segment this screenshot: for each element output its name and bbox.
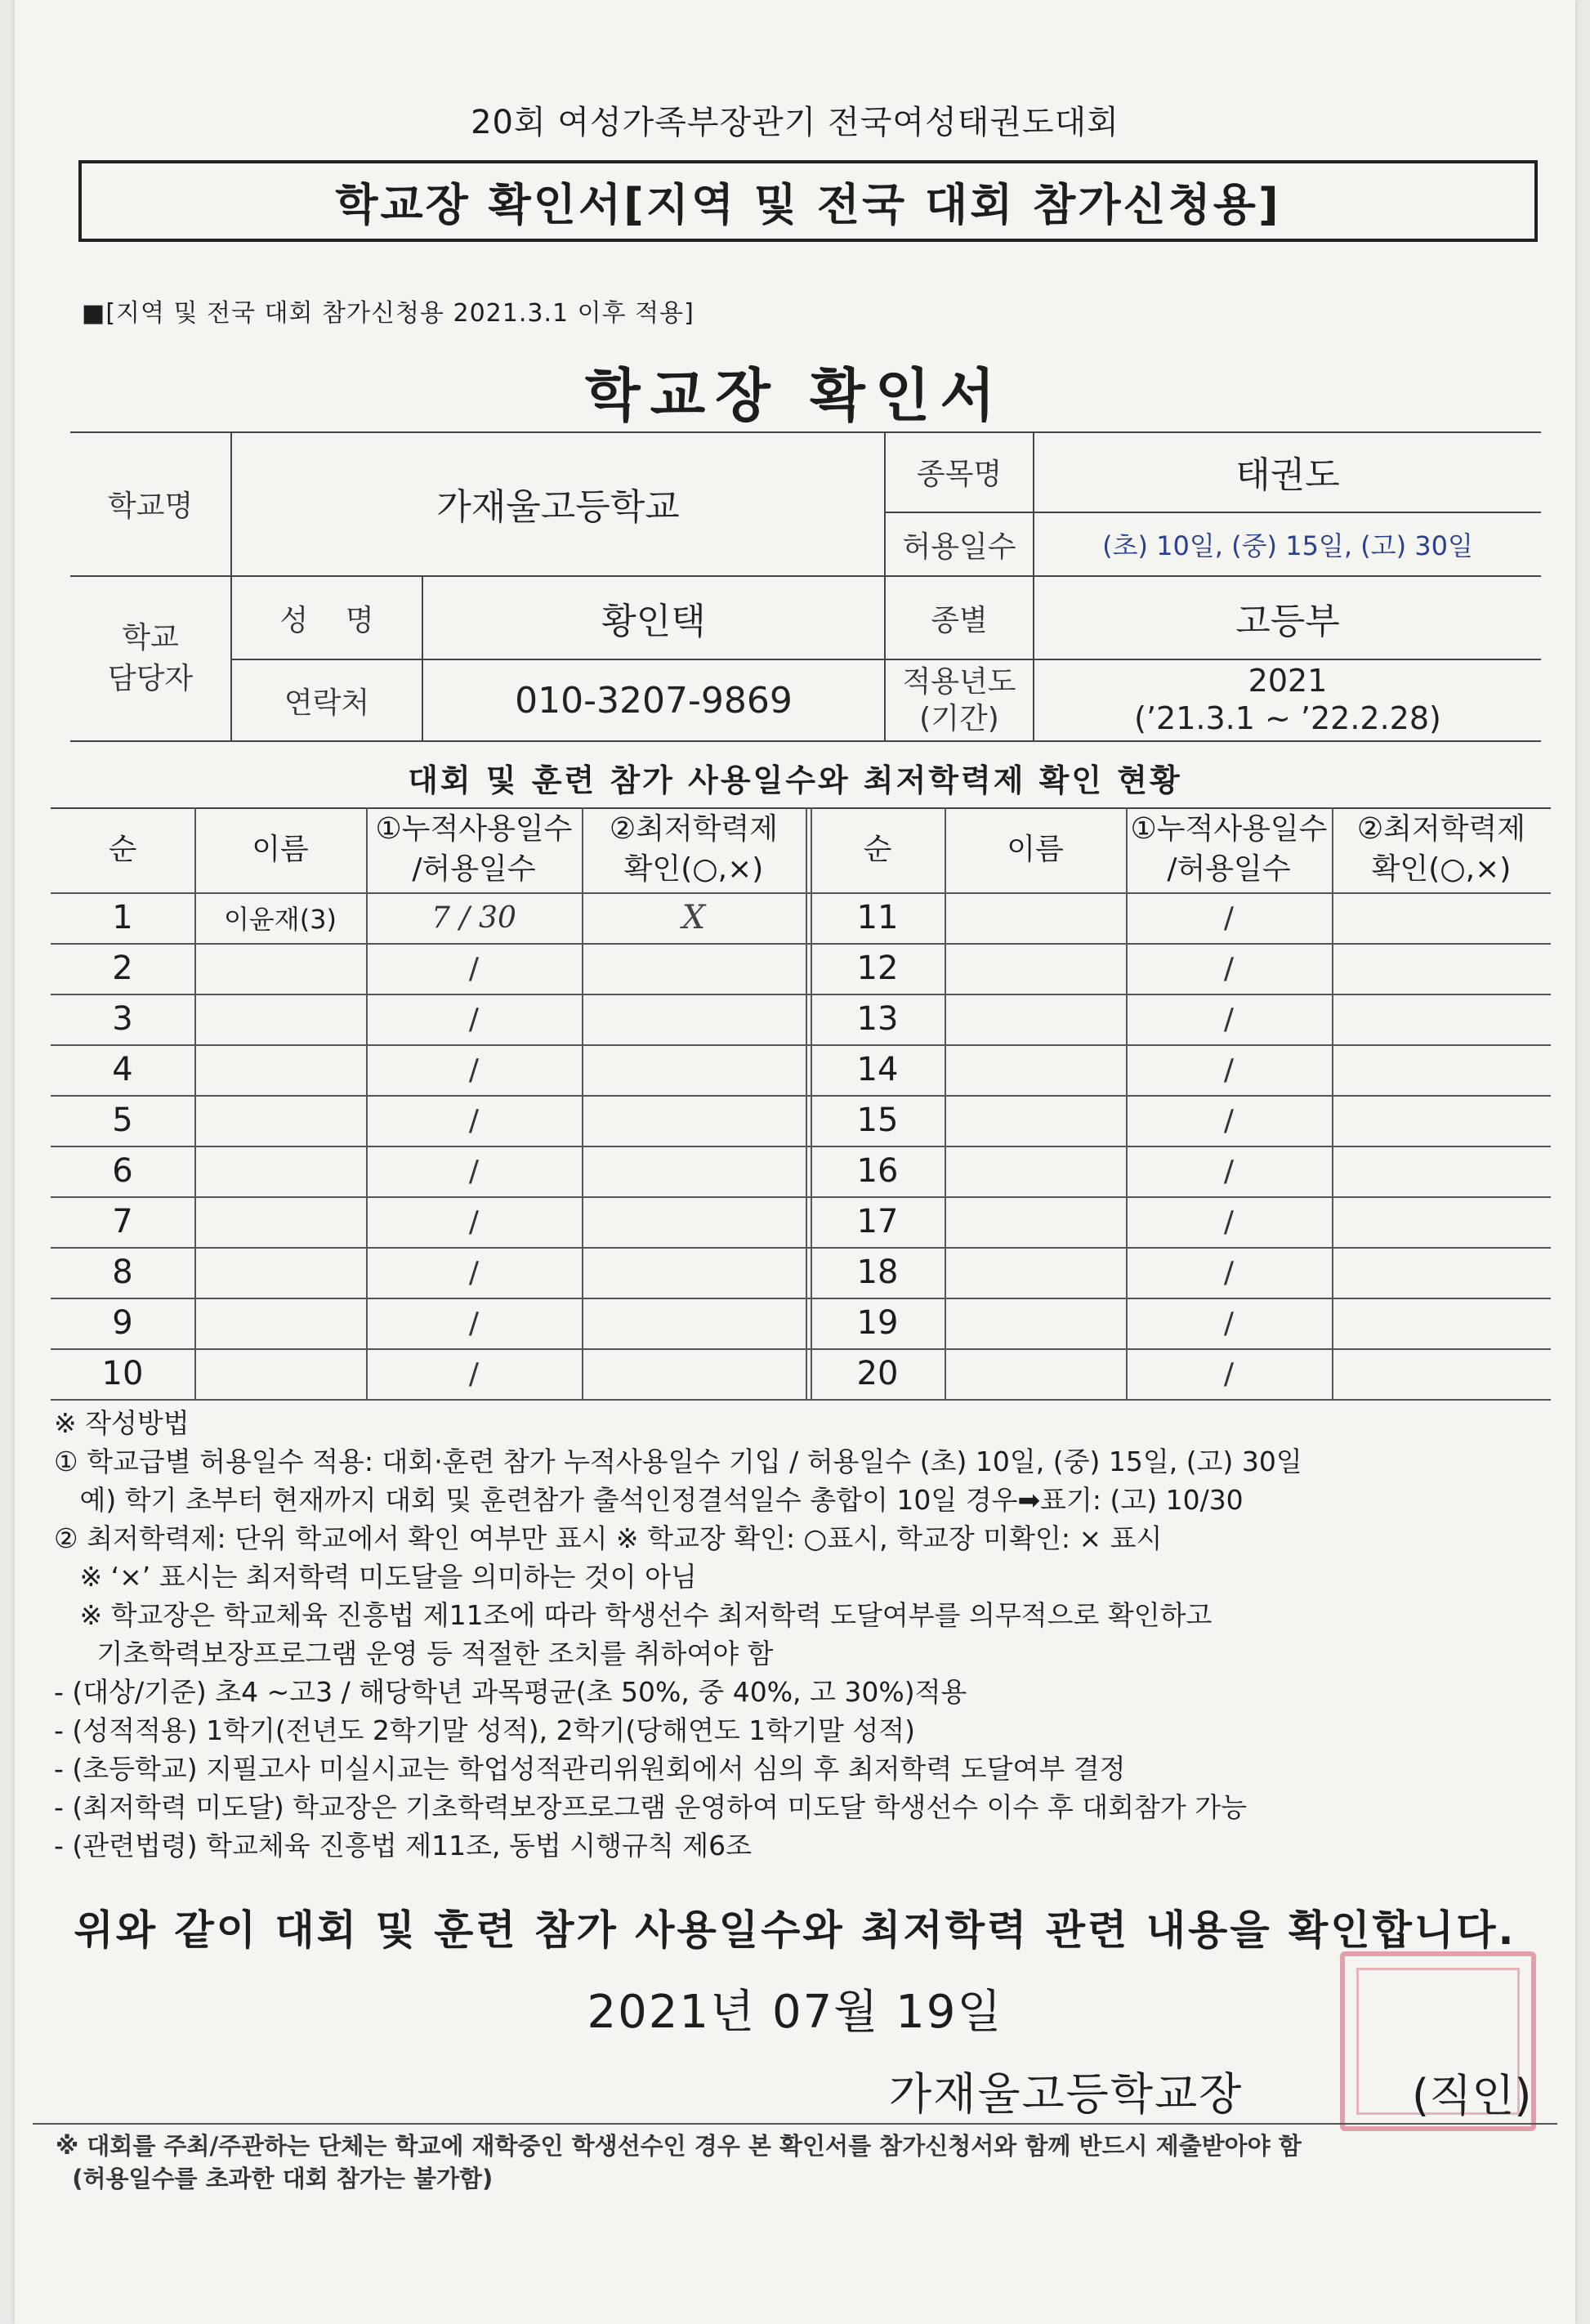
row-8-check — [582, 1247, 806, 1298]
header-check-right — [1332, 807, 1551, 892]
row-10-days: / — [468, 1356, 480, 1391]
school-info-table — [70, 431, 1541, 742]
row-14-name — [945, 1044, 1126, 1095]
applicable-year-label-line1: 적용년도 — [902, 665, 1016, 699]
row-20-days: / — [1223, 1356, 1235, 1391]
header-check-left-line1: ②최저학력제 — [609, 812, 779, 847]
row-5-name — [194, 1095, 366, 1146]
row-10-name — [194, 1348, 366, 1399]
row-20-check — [1332, 1348, 1551, 1399]
event-name-label: 종목명 — [916, 457, 1003, 491]
header-no-right: 순 — [863, 832, 892, 866]
instruction-line: - (대상/기준) 초4 ~고3 / 해당학년 과목평균(초 50%, 중 40%, 고 30%)적용 — [54, 1676, 967, 1708]
instruction-line: - (초등학교) 지필고사 미실시교는 학업성적관리위원회에서 심의 후 최저학력 도달여부 결정 — [54, 1753, 1126, 1785]
row-2-no: 2 — [112, 950, 133, 987]
row-18-days: / — [1223, 1255, 1235, 1289]
row-5-check — [582, 1095, 806, 1146]
row-16-days: / — [1223, 1154, 1235, 1188]
row-20-name — [945, 1348, 1126, 1399]
row-2-days: / — [468, 951, 480, 985]
instructions-heading: ※ 작성방법 — [54, 1407, 190, 1439]
row-6-check — [582, 1146, 806, 1196]
row-3-no: 3 — [112, 1000, 133, 1038]
row-15-no: 15 — [856, 1102, 899, 1139]
row-8-days: / — [468, 1255, 480, 1289]
division-value: 고등부 — [1235, 601, 1340, 642]
instruction-line: - (최저학력 미도달) 학교장은 기초학력보장프로그램 운영하여 미도달 학생선수 이수 후 대회참가 가능 — [54, 1791, 1248, 1823]
row-19-name — [945, 1298, 1126, 1348]
row-3-check — [582, 994, 806, 1044]
row-13-check — [1332, 994, 1551, 1044]
row-12-name — [945, 943, 1126, 994]
row-5-days: / — [468, 1103, 480, 1137]
applicable-year-label — [886, 660, 1033, 740]
row-4-name — [194, 1044, 366, 1095]
row-8-no: 8 — [112, 1254, 133, 1291]
instruction-line: - (성적적용) 1학기(전년도 2학기말 성적), 2학기(당해연도 1학기말 성적) — [54, 1714, 916, 1746]
row-1-days: 7 / 30 — [431, 901, 516, 935]
row-7-days: / — [468, 1204, 480, 1239]
row-4-check — [582, 1044, 806, 1095]
allowed-days-label: 허용일수 — [902, 530, 1016, 564]
instruction-line: 예) 학기 초부터 현재까지 대회 및 훈련참가 출석인정결석일수 총합이 10일 경우➡표기: (고) 10/30 — [54, 1484, 1244, 1516]
row-4-no: 4 — [112, 1051, 133, 1088]
header-days-right-line1: ①누적사용일수 — [1130, 812, 1328, 847]
row-20-no: 20 — [856, 1355, 899, 1392]
row-17-check — [1332, 1196, 1551, 1247]
header-check-left-line2: 확인(○,×) — [623, 852, 764, 886]
row-2-name — [194, 943, 366, 994]
division-label: 종별 — [931, 603, 988, 637]
row-10-no: 10 — [101, 1355, 144, 1392]
row-1-check: X — [681, 899, 706, 936]
contact-phone-label: 연락처 — [284, 686, 370, 720]
row-6-days: / — [468, 1154, 480, 1188]
row-13-days: / — [1223, 1002, 1235, 1036]
applicable-year-value — [1034, 660, 1541, 740]
footnote-line-2: (허용일수를 초과한 대회 참가는 불가함) — [56, 2165, 494, 2192]
header-check-left — [582, 807, 806, 892]
row-12-no: 12 — [856, 950, 899, 987]
row-19-days: / — [1223, 1306, 1235, 1340]
allowed-days-value: (초) 10일, (중) 15일, (고) 30일 — [1102, 530, 1473, 561]
event-name-value: 태권도 — [1235, 454, 1340, 496]
contact-name-value: 황인택 — [601, 601, 706, 642]
row-4-days: / — [468, 1053, 480, 1087]
principal-name: 가재울고등학교장 — [889, 2068, 1244, 2120]
row-12-check — [1332, 943, 1551, 994]
row-15-name — [945, 1095, 1126, 1146]
instruction-line: - (관련법령) 학교체육 진흥법 제11조, 동법 시행규칙 제6조 — [54, 1830, 752, 1861]
row-8-name — [194, 1247, 366, 1298]
row-3-name — [194, 994, 366, 1044]
header-days-right — [1126, 807, 1332, 892]
instruction-line: ② 최저학력제: 단위 학교에서 확인 여부만 표시 ※ 학교장 확인: ○표시, 학교장 미확인: × 표시 — [54, 1522, 1163, 1554]
row-9-name — [194, 1298, 366, 1348]
row-5-no: 5 — [112, 1102, 133, 1139]
header-days-left-line1: ①누적사용일수 — [375, 812, 573, 847]
contact-name-label: 성 명 — [279, 603, 374, 637]
applicable-year-label-line2: (기간) — [919, 702, 999, 735]
row-13-no: 13 — [856, 1000, 899, 1038]
row-16-name — [945, 1146, 1126, 1196]
form-banner-title: 학교장 확인서[지역 및 전국 대회 참가신청용] — [78, 160, 1538, 242]
row-6-no: 6 — [112, 1152, 133, 1190]
school-contact-label-line1: 학교 — [122, 620, 179, 655]
header-check-right-line1: ②최저학력제 — [1356, 812, 1526, 847]
row-7-no: 7 — [112, 1203, 133, 1240]
confirmation-statement: 위와 같이 대회 및 훈련 참가 사용일수와 최저학력 관련 내용을 확인합니다. — [74, 1906, 1516, 1954]
school-contact-label — [70, 577, 230, 740]
row-18-check — [1332, 1247, 1551, 1298]
row-9-no: 9 — [112, 1304, 133, 1342]
row-17-no: 17 — [856, 1203, 899, 1240]
participant-table — [51, 807, 1551, 1404]
row-11-no: 11 — [856, 899, 899, 936]
row-17-name — [945, 1196, 1126, 1247]
row-9-check — [582, 1298, 806, 1348]
header-no-left: 순 — [108, 832, 137, 866]
row-15-days: / — [1223, 1103, 1235, 1137]
row-1-no: 1 — [112, 899, 133, 936]
row-7-check — [582, 1196, 806, 1247]
row-18-no: 18 — [856, 1254, 899, 1291]
applicable-year-value-line1: 2021 — [1248, 663, 1328, 699]
row-14-check — [1332, 1044, 1551, 1095]
row-10-check — [582, 1348, 806, 1399]
header-check-right-line2: 확인(○,×) — [1371, 852, 1512, 886]
row-9-days: / — [468, 1306, 480, 1340]
row-19-no: 19 — [856, 1304, 899, 1342]
row-16-check — [1332, 1146, 1551, 1196]
row-15-check — [1332, 1095, 1551, 1146]
row-18-name — [945, 1247, 1126, 1298]
footnote-line-1: ※ 대회를 주최/주관하는 단체는 학교에 재학중인 학생선수인 경우 본 확인서를 참가신청서와 함께 반드시 제출받아야 함 — [56, 2132, 1302, 2160]
header-days-right-line2: /허용일수 — [1167, 852, 1291, 886]
instruction-line: ※ 학교장은 학교체육 진흥법 제11조에 따라 학생선수 최저학력 도달여부를 의무적으로 확인하고 — [54, 1599, 1213, 1631]
row-16-no: 16 — [856, 1152, 899, 1190]
instruction-line: 기초학력보장프로그램 운영 등 적절한 조치를 취하여야 함 — [54, 1638, 774, 1669]
row-6-name — [194, 1146, 366, 1196]
applicable-year-value-line2: (’21.3.1 ~ ’22.2.28) — [1134, 700, 1441, 736]
header-name-right: 이름 — [1007, 832, 1064, 866]
instruction-line: ① 학교급별 허용일수 적용: 대회·훈련 참가 누적사용일수 기입 / 허용일수 (초) 10일, (중) 15일, (고) 30일 — [54, 1446, 1302, 1477]
confirmation-date: 2021년 07월 19일 — [587, 1986, 1003, 2039]
row-11-days: / — [1223, 901, 1235, 935]
row-7-name — [194, 1196, 366, 1247]
row-14-no: 14 — [856, 1051, 899, 1088]
header-days-left-line2: /허용일수 — [412, 852, 536, 886]
usage-status-heading: 대회 및 훈련 참가 사용일수와 최저학력제 확인 현황 — [408, 762, 1182, 798]
row-11-check — [1332, 892, 1551, 943]
row-1-name: 이윤재(3) — [223, 904, 337, 935]
contact-phone-value: 010-3207-9869 — [515, 679, 793, 722]
row-13-name — [945, 994, 1126, 1044]
document-title: 학교장 확인서 — [584, 362, 1006, 429]
footnote — [56, 2130, 1302, 2195]
school-name-value: 가재울고등학교 — [436, 486, 680, 528]
row-2-check — [582, 943, 806, 994]
row-14-days: / — [1223, 1053, 1235, 1087]
header-days-left — [366, 807, 582, 892]
school-contact-label-line2: 담당자 — [107, 662, 194, 695]
instruction-line: ※ ‘×’ 표시는 최저학력 미도달을 의미하는 것이 아님 — [54, 1561, 697, 1593]
row-12-days: / — [1223, 951, 1235, 985]
writing-instructions — [54, 1404, 1557, 1865]
footer-divider — [33, 2123, 1557, 2125]
seal-label: (직인) — [1412, 2070, 1532, 2121]
header-name-left: 이름 — [252, 832, 309, 866]
row-19-check — [1332, 1298, 1551, 1348]
row-11-name — [945, 892, 1126, 943]
applicability-notice: ■[지역 및 전국 대회 참가신청용 2021.3.1 이후 적용] — [82, 299, 695, 328]
event-title: 20회 여성가족부장관기 전국여성태권도대회 — [471, 104, 1119, 141]
row-17-days: / — [1223, 1204, 1235, 1239]
school-name-label: 학교명 — [107, 489, 194, 523]
row-3-days: / — [468, 1002, 480, 1036]
